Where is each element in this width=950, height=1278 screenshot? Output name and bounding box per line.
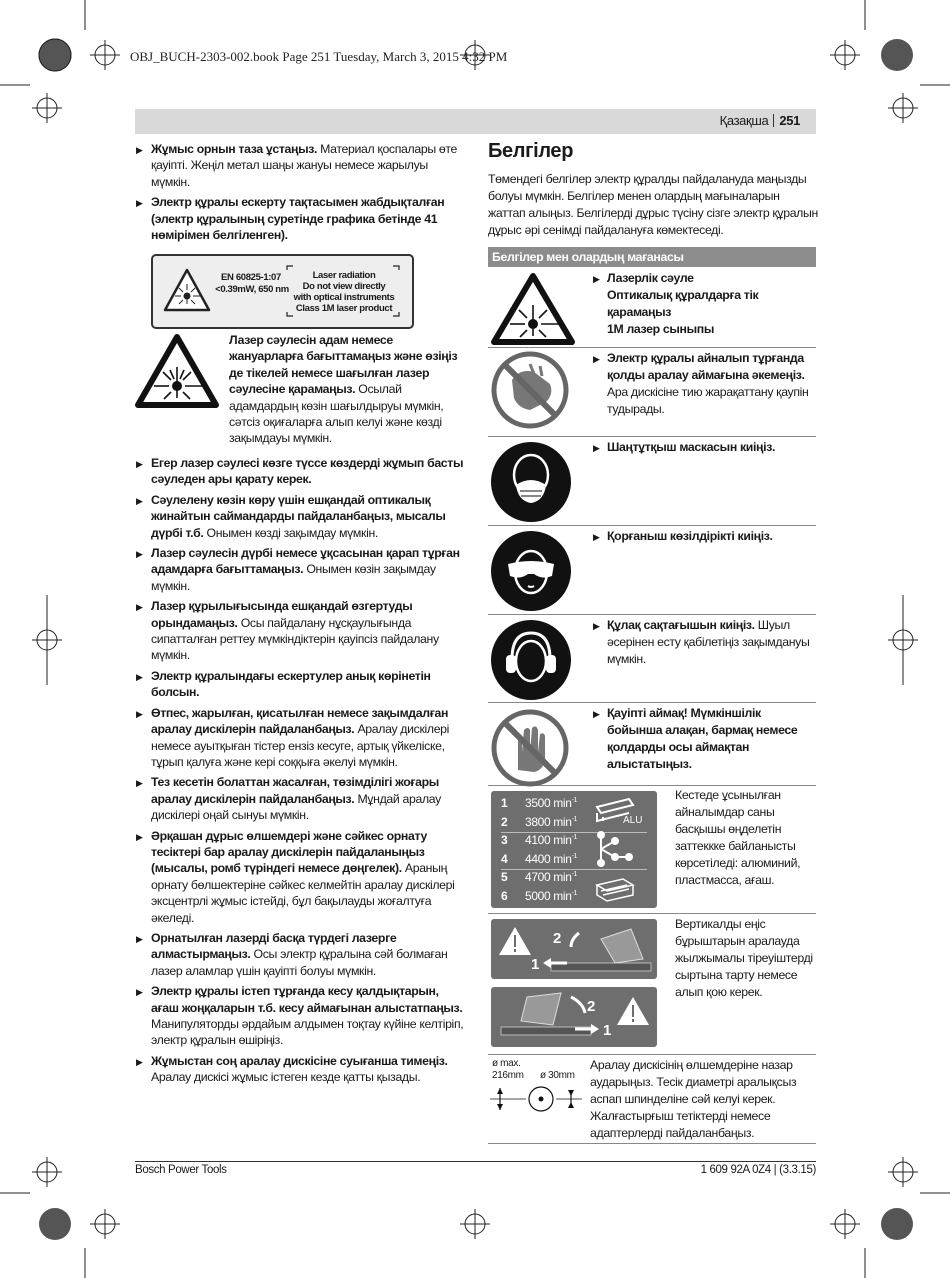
instruction-text: Манипуляторды әрдайым алдымен тоқтау күйіне келтіріп, электр құралын өшіріңіз.	[151, 1017, 464, 1048]
speed-step-number: 5	[501, 870, 508, 885]
label-standard: EN 60825-1:07	[221, 272, 281, 283]
safety-instruction-item	[136, 983, 466, 1049]
bullet-triangle: ▶	[136, 602, 143, 613]
bullet-triangle: ▶	[136, 459, 143, 469]
symbol-ear-bold: Құлақ сақтағышын киіңіз.	[607, 618, 755, 632]
bullet-triangle: ▶	[593, 621, 600, 631]
symbol-mask-bold: Шаңтұтқыш маскасын киіңіз.	[607, 440, 776, 454]
registration-mark-top-right	[881, 39, 913, 71]
speed-step-number: 6	[501, 889, 508, 903]
clamp-b-step-2: 2	[587, 998, 596, 1015]
instruction-bold: Сәулелену көзін көру үшін ешқандай оптикалық жинайтын саймандарды пайдаланбаңыз, мысалы дүрбі т.б.	[151, 492, 446, 540]
instruction-bold: Жұмыс орнын таза ұстаңыз.	[151, 142, 318, 156]
speed-table-description: Кестеде ұсынылған айналымдар саны басқышы өңделетін заттеккке байланысты көрсетіледі: алюминий, пластмасса, ағаш.	[675, 788, 801, 887]
safety-instruction-item	[136, 194, 466, 243]
instruction-bold: Лазер сәулесін дүрбі немесе ұқсасынан қарап тұрған адамдарға бағыттамаңыз.	[151, 546, 460, 577]
symbol-text-danger-zone	[593, 705, 815, 773]
safety-instruction-item	[136, 455, 466, 488]
symbols-table-header	[488, 247, 816, 267]
registration-mark-bottom-left	[39, 1208, 71, 1240]
symbol-text-hands-rotating	[593, 350, 815, 418]
laser-warning-text: Осылай адамдардың көзін шағылдыруы мүмкін, сәтсіз оқиғаларға алып келуі және көзді зақымдауы мүмкін.	[229, 382, 444, 446]
no-hands-zone-icon	[490, 708, 570, 788]
safety-instruction-item	[136, 774, 466, 823]
language-label: Қазақша	[719, 113, 769, 128]
instruction-bold: Электр құралындағы ескертулер анық көрінетін болсын.	[151, 668, 431, 700]
instruction-bold: Әрқашан дұрыс өлшемдері және сәйкес орнату тесіктері бар аралау дискілерін пайдаланыңыз (мысалы, ромб түріндегі немесе дөңгелек).	[151, 828, 427, 876]
instruction-text: Онымен көзді зақымдау мүмкін.	[203, 525, 378, 540]
blade-bore-value: ø 30mm	[540, 1070, 575, 1081]
bullet-triangle: ▶	[593, 354, 600, 364]
speed-unit-exponent: -1	[571, 815, 578, 823]
speed-step-number: 2	[501, 814, 508, 829]
bullet-triangle: ▶	[136, 831, 143, 842]
symbol-text-laser	[593, 270, 815, 338]
ear-protection-icon	[490, 619, 572, 701]
bullet-triangle: ▶	[593, 274, 600, 284]
plastic-icon	[598, 832, 632, 866]
symbol-hands-bold: Электр құралы айналып тұрғанда қолды аралау аймағына әкемеңіз.	[607, 351, 805, 382]
speed-step-number: 4	[501, 851, 508, 866]
safety-instruction-item	[136, 141, 466, 190]
safety-instruction-item	[136, 492, 466, 541]
laser-warning-bold: Лазер сәулесін адам немесе жануарларға бағыттамаңыз және өзіңіз де тікелей немесе шағылған лазер сәулесіне қарамаңыз.	[229, 333, 458, 397]
speed-value: 4700 min	[525, 870, 572, 885]
safety-goggles-icon	[490, 530, 572, 612]
section-intro: Төмендегі белгілер электр құралды пайдалануда маңызды болуы мүмкін. Белгілер менен олардың мағыналарын жаттап алыңыз. Белгілерді дұрыс түсіну сізге электр құралын дұрыс әрі сенімді пайдалануға көмектеседі.	[488, 172, 818, 237]
file-header: OBJ_BUCH-2303-002.book Page 251 Tuesday, March 3, 2015 4:32 PM	[130, 49, 508, 64]
dust-mask-icon	[490, 441, 572, 523]
symbol-text-ear	[593, 617, 815, 668]
clamps-description: Вертикалды еңіс бұрыштарын аралауда жылжымалы тіреуіштерді сыртына тарту немесе алып қою керек.	[675, 917, 813, 999]
page-number: 251	[779, 113, 800, 128]
label-class: Class 1M laser product	[295, 303, 393, 314]
left-column-lower	[136, 455, 466, 1090]
laser-warning-icon	[134, 332, 220, 410]
clamp-a-step-2: 2	[553, 930, 562, 947]
speed-unit-exponent: -1	[571, 834, 578, 842]
speed-value: 5000 min	[525, 889, 572, 903]
instruction-bold: Тез кесетін болаттан жасалған, төзімділігі жоғары аралау дискілерін пайдаланбаңыз.	[151, 775, 439, 806]
footer-rule	[135, 1161, 816, 1162]
symbol-goggles-bold: Қорғаныш көзілдірікті киіңіз.	[607, 529, 773, 543]
speed-table-panel	[491, 791, 657, 908]
label-optical: with optical instruments	[293, 292, 395, 303]
bullet-triangle: ▶	[136, 198, 143, 209]
laser-warning-paragraph	[229, 332, 463, 447]
instruction-text: Осы электр құралына сәй болмаған лазер аламлар үшін қауіпті болуы мүмкін.	[151, 947, 448, 978]
speed-value: 4100 min	[525, 833, 572, 848]
bullet-triangle: ▶	[136, 549, 143, 560]
instruction-bold: Жұмыстан соң аралау дискісіне суығанша тимеңіз.	[151, 1053, 448, 1068]
label-laser-radiation: Laser radiation	[312, 270, 376, 281]
instruction-text: Онымен көзін зақымдау мүмкін.	[151, 562, 436, 593]
header-separator	[773, 114, 774, 127]
footer-brand: Bosch Power Tools	[135, 1164, 227, 1176]
symbol-danger-bold: Қауіпті аймақ! Мүмкіншілік бойынша алақан, бармақ немесе қолдарды осы аймақтан алыстатыңыз.	[607, 706, 798, 771]
material-icons	[491, 791, 657, 908]
bullet-triangle: ▶	[136, 145, 143, 155]
safety-instruction-item	[136, 828, 466, 926]
symbol-laser-bold: Лазерлік сәуле Оптикалық құралдарға тік қарамаңыз 1М лазер сыныпы	[607, 271, 759, 336]
clamp-a-step-1: 1	[531, 956, 540, 973]
blade-max-value: 216mm	[492, 1070, 524, 1081]
laser-warning-icon	[490, 271, 576, 347]
safety-instruction-item	[136, 930, 466, 979]
bullet-triangle: ▶	[136, 671, 143, 682]
left-column	[136, 141, 466, 247]
safety-instruction-item	[136, 545, 466, 594]
instruction-bold: Электр құралы ескерту тақтасымен жабдықталған (электр құралының суретінде графика бетінде 41 нөмірімен белгіленген).	[151, 195, 445, 243]
footer-code: 1 609 92A 0Z4 | (3.3.15)	[700, 1164, 816, 1176]
clamp-diagram-b	[491, 987, 657, 1047]
instruction-bold: Орнатылған лазерді басқа түрдегі лазерге алмастырмаңыз.	[151, 930, 397, 962]
safety-instruction-item	[136, 705, 466, 771]
instruction-bold: Лазер құрылығысында ешқандай өзгертуды орындамаңыз.	[151, 599, 413, 630]
bullet-triangle: ▶	[136, 708, 143, 719]
symbols-table-header-label: Белгілер мен олардың мағанасы	[492, 250, 684, 264]
label-do-not-view: Do not view directly	[302, 281, 386, 292]
instruction-text: Араның орнату бөлшектеріне сәйкес келмейтін аралау дискілері эксцентрлі жұмыс істейді, бұл бақылауды жоғалтуға әкеледі.	[151, 861, 455, 925]
speed-value: 3800 min	[525, 814, 572, 829]
speed-unit-exponent: -1	[571, 871, 578, 879]
row-divider	[488, 614, 816, 615]
bullet-triangle: ▶	[136, 1056, 143, 1067]
safety-instruction-item	[136, 598, 466, 664]
safety-instruction-item	[136, 668, 466, 701]
blade-max-label: ø max.	[492, 1058, 521, 1069]
instruction-text: Осы пайдалану нұсқаулығында сипатталған реттеу мүмкіндіктерін қауіпсіз пайдалану мүмкін.	[151, 615, 439, 663]
instruction-bold: Электр құралы істеп тұрғанда кесу қалдықтарын, ағаш жоңқаларын т.б. кесу аймағынан алыстатпаңыз.	[151, 984, 463, 1015]
speed-value: 3500 min	[525, 796, 572, 810]
alu-label: ALU	[623, 815, 643, 826]
symbol-text-goggles	[593, 528, 815, 545]
speed-unit-exponent: -1	[571, 890, 578, 897]
instruction-bold: Өтпес, жарылған, қисатылған немесе зақымдалған аралау дискілерін пайдаланбаңыз.	[151, 705, 449, 737]
instruction-text: Мұндай аралау дискілері оңай сынуы мүмкін.	[151, 791, 441, 823]
speed-step-number: 3	[501, 833, 508, 848]
clamp-b-step-1: 1	[603, 1022, 612, 1039]
symbol-ear-text: Шуыл әсерінен есту қабілетіңіз зақымдануы мүмкін.	[607, 618, 810, 666]
bullet-triangle: ▶	[593, 443, 600, 453]
registration-mark-bottom-right	[881, 1208, 913, 1240]
symbol-hands-text: Ара дискісіне тию жарақаттану қаупін тудырады.	[607, 385, 809, 416]
label-power: <0.39mW, 650 nm	[215, 284, 289, 295]
row-divider	[488, 525, 816, 526]
clamp-diagram-a	[491, 919, 657, 979]
laser-warning-label	[151, 254, 414, 329]
speed-unit-exponent: -1	[571, 852, 578, 860]
speed-step-number: 1	[501, 796, 508, 810]
instruction-text: Материал қоспалары өте қауіпті. Жеңіл метал шаңы жануы немесе жарылуы мүмкін.	[151, 142, 458, 189]
row-divider	[488, 347, 816, 348]
speed-unit-exponent: -1	[571, 797, 578, 804]
row-divider	[488, 1143, 816, 1144]
bullet-triangle: ▶	[136, 987, 143, 998]
safety-instruction-item	[136, 1053, 466, 1086]
bullet-triangle: ▶	[593, 709, 600, 719]
instruction-bold: Егер лазер сәулесі көзге түссе көздерді жұмып басты сәуледен ары қарату керек.	[151, 456, 464, 487]
safety-list-top	[136, 141, 466, 243]
page-header-text	[720, 113, 800, 128]
instruction-text: Аралау дискілері немесе ауытқыған тістер ензіз кесуге, артық үйкеліске, тұрып қалуға және кері соққыға әкелуі мүмкін.	[151, 722, 450, 769]
speed-value: 4400 min	[525, 851, 572, 866]
bullet-triangle: ▶	[593, 532, 600, 542]
no-hands-rotating-icon	[490, 350, 570, 430]
blade-description: Аралау дискісінің өлшемдеріне назар аударыңыз. Тесік диаметрі аралықсыз аспап шпинделіне сәй келуі керек. Жалғастырғыш тетіктерді немесе адаптерлерді пайдаланбаңыз.	[590, 1058, 797, 1140]
row-divider	[488, 436, 816, 437]
safety-list-bottom	[136, 455, 466, 1086]
registration-mark-top-left	[39, 39, 71, 71]
row-divider	[488, 702, 816, 703]
row-divider	[488, 913, 816, 914]
bullet-triangle: ▶	[136, 495, 143, 506]
page-header-bar	[135, 109, 816, 134]
instruction-text: Аралау дискісі жұмыс істеген кезде қатты қызады.	[151, 1070, 421, 1085]
row-divider	[488, 1054, 816, 1055]
symbol-text-dust-mask	[593, 439, 815, 456]
bullet-triangle: ▶	[136, 933, 143, 944]
bullet-triangle: ▶	[136, 778, 143, 789]
wood-icon	[597, 879, 633, 901]
section-title: Белгілер	[488, 140, 574, 162]
